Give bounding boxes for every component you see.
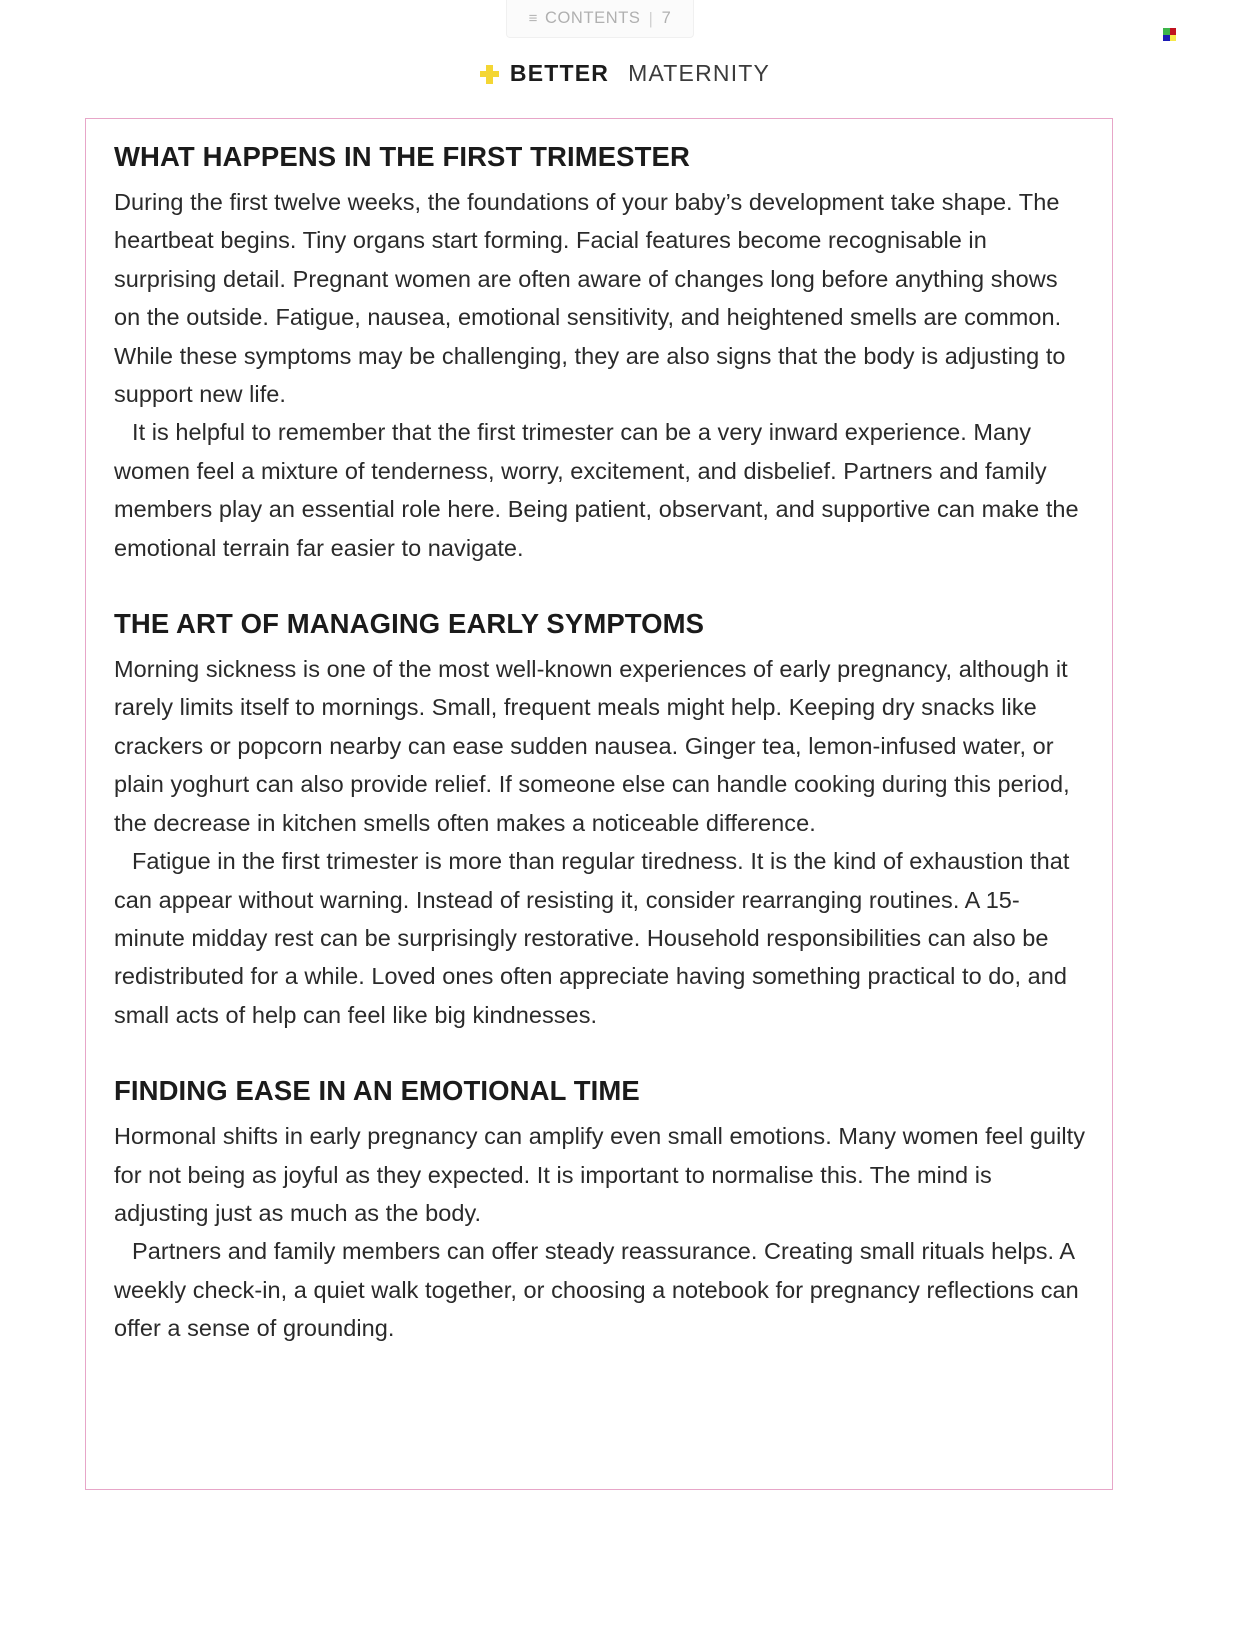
plus-icon — [480, 65, 499, 84]
section-3-paragraph-2: Partners and family members can offer steady reassurance. Creating small rituals helps. A weekly check-in, a quiet walk together, or choosing a notebook for pregnancy reflections can offer a sense of grounding. — [114, 1238, 1079, 1342]
hamburger-icon: ≡ — [528, 10, 538, 27]
section-1-paragraph-2: It is helpful to remember that the first trimester can be a very inward experience. Many women feel a mixture of tenderness, worry, excitement, and disbelief. Partners and family members play an essential role here. Being patient, observant, and supportive can make the emotional terrain far easier to navigate. — [114, 419, 1079, 561]
section-heading-1: WHAT HAPPENS IN THE FIRST TRIMESTER — [114, 141, 690, 172]
section-2-paragraph-1: Morning sickness is one of the most well-known experiences of early pregnancy, although it rarely limits itself to mornings. Small, frequent meals might help. Keeping dry snacks like crackers or popcorn nearby can ease sudden nausea. Ginger tea, lemon-infused water, or plain yoghurt can also provide relief. If someone else can handle cooking during this period, the decrease in kitchen smells often makes a noticeable difference. — [114, 656, 1070, 836]
brand-masthead — [0, 60, 1250, 87]
article-section-1 — [114, 140, 1088, 567]
section-heading-2: THE ART OF MANAGING EARLY SYMPTOMS — [114, 608, 705, 640]
article-section-3 — [114, 1074, 1088, 1347]
contents-divider: | — [648, 8, 654, 28]
article-section-2 — [114, 607, 1088, 1034]
brand-name-light: MATERNITY — [628, 60, 771, 86]
contents-label: CONTENTS — [544, 9, 641, 27]
section-3-paragraph-1: Hormonal shifts in early pregnancy can amplify even small emotions. Many women feel guilty for not being as joyful as they expected. It is important to normalise this. The mind is adjusting just as much as the body. — [114, 1123, 1086, 1226]
article-body — [114, 140, 1088, 1348]
section-1-paragraph-1: During the first twelve weeks, the foundations of your baby’s development take shape. The heartbeat begins. Tiny organs start forming. Facial features become recognisable in surprising detail. Pregnant women are often aware of changes long before anything shows on the outside. Fatigue, nausea, emotional sensitivity, and heightened smells are common. While these symptoms may be challenging, they are also signs that the body is adjusting to support new life. — [114, 189, 1066, 408]
contents-pill[interactable] — [506, 0, 694, 38]
swatch-cell-yellow — [1170, 35, 1177, 42]
section-2-paragraph-2: Fatigue in the first trimester is more than regular tiredness. It is the kind of exhaustion that can appear without warning. Instead of resisting it, consider rearranging routines. A 15-minute midday rest can be surprisingly restorative. Household responsibilities can also be redistributed for a while. Loved ones often appreciate having something practical to do, and small acts of help can feel like big kindnesses. — [114, 848, 1070, 1028]
color-swatch-icon — [1163, 28, 1176, 41]
section-heading-3: FINDING EASE IN AN EMOTIONAL TIME — [114, 1075, 640, 1107]
page-number: 7 — [661, 9, 672, 27]
article-frame — [85, 118, 1113, 1490]
brand-name-strong: BETTER — [509, 60, 610, 86]
